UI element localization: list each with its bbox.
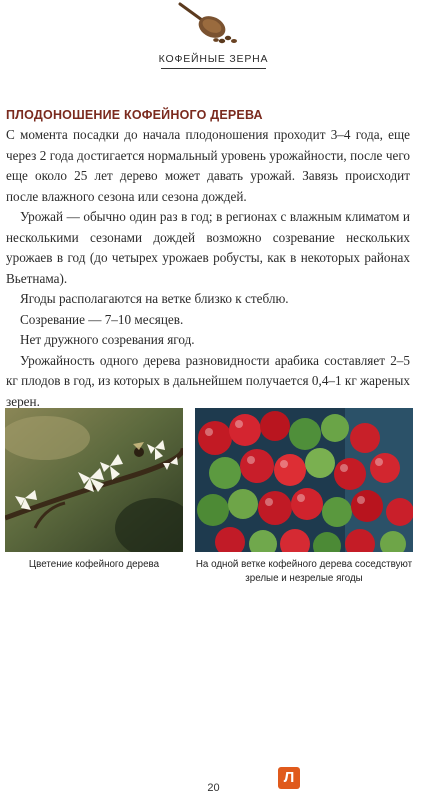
figure-caption: На одной ветке кофейного дерева соседствуют зрелые и незрелые ягоды bbox=[195, 559, 413, 584]
coffee-blossom-photo bbox=[5, 408, 183, 552]
section-title: ПЛОДОНОШЕНИЕ КОФЕЙНОГО ДЕРЕВА bbox=[6, 108, 263, 122]
paragraph: Нет дружного созревания ягод. bbox=[20, 332, 195, 347]
paragraph: С момента посадки до начала плодоношения проходит 3–4 года, еще через 2 года достигается нормальный уровень урожайности, после чего еще около 25 лет дерево может давать урожай. Завязь происходит после влажного сезона или сезона дождей. bbox=[6, 127, 410, 204]
coffee-berries-photo bbox=[195, 408, 413, 552]
page-number: 20 bbox=[207, 782, 220, 794]
paragraph: Урожайность одного дерева разновидности арабика составляет 2–5 кг плодов в год, из которых в дальнейшем получается 0,4–1 кг жареных зерен. bbox=[6, 352, 410, 409]
body-text bbox=[6, 125, 410, 412]
section-header-label: КОФЕЙНЫЕ ЗЕРНА bbox=[158, 53, 269, 65]
coffee-scoop-logo bbox=[172, 0, 246, 46]
paragraph: Ягоды располагаются на ветке близко к стеблю. bbox=[20, 291, 289, 306]
paragraph: Урожай — обычно один раз в год; в регионах с влажным климатом и несколькими сезонами дождей возможно созревание нескольких урожаев в год (до четырех урожаев робусты, как в некоторых районах Вьетнама). bbox=[6, 209, 410, 286]
header-underline bbox=[161, 68, 266, 69]
figure-caption: Цветение кофейного дерева bbox=[28, 559, 160, 570]
publisher-watermark-icon: Л bbox=[278, 767, 300, 789]
paragraph: Созревание — 7–10 месяцев. bbox=[20, 311, 184, 327]
